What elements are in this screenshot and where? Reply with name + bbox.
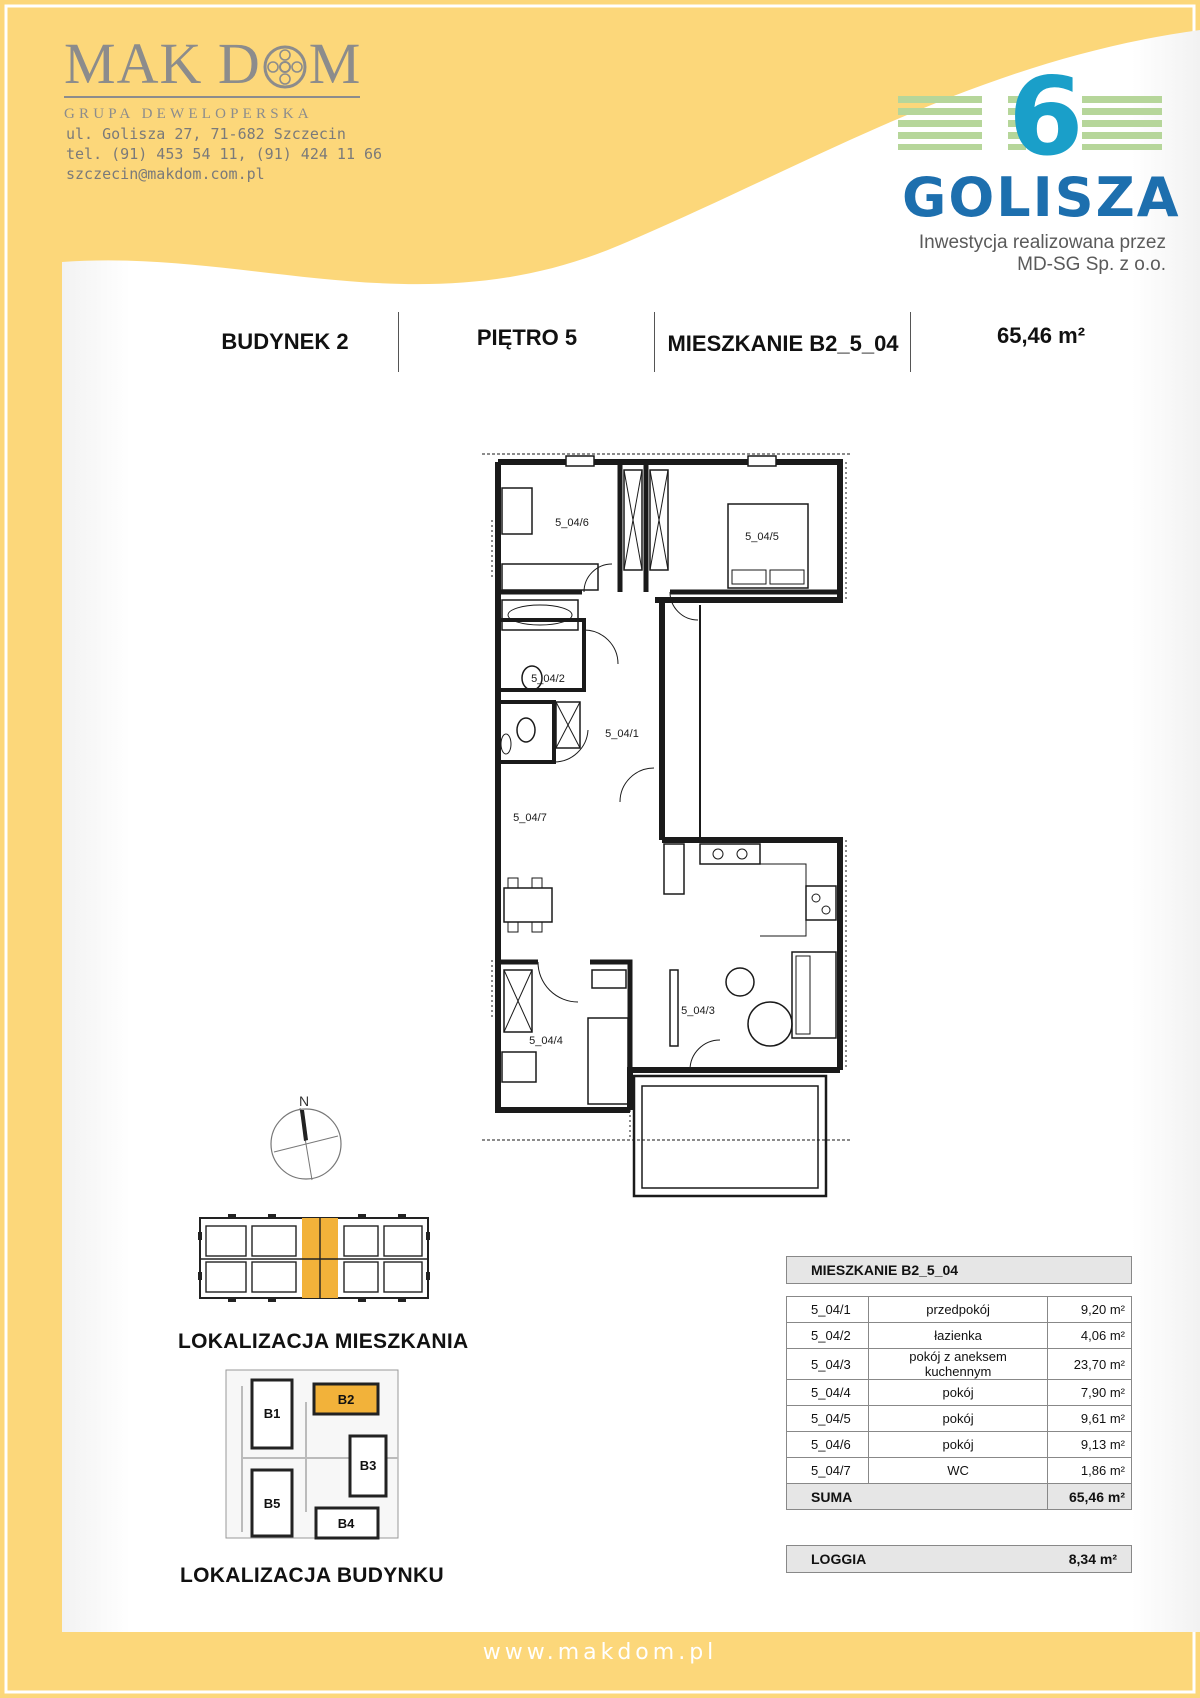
- logo-wordmark: [64, 31, 394, 96]
- header-divider: [910, 312, 911, 372]
- loggia-label: LOGGIA: [811, 1551, 867, 1567]
- room-area: 1,86 m²: [1048, 1458, 1132, 1484]
- room-label-3: 5_04/3: [681, 1005, 715, 1017]
- building-b5-label: B5: [263, 1496, 281, 1511]
- floor-label: PIĘTRO 5: [476, 325, 578, 350]
- room-name: łazienka: [868, 1323, 1047, 1349]
- project-name: GOLISZA: [902, 166, 1181, 229]
- logo-divider: [64, 96, 360, 98]
- room-label-4: 5_04/4: [529, 1035, 563, 1047]
- room-name: pokój z aneksem kuchennym: [868, 1349, 1047, 1380]
- makdom-logo: [64, 31, 394, 123]
- room-label-5: 5_04/5: [745, 531, 779, 543]
- building-b4-label: B4: [337, 1516, 355, 1531]
- investor-line-2: MD-SG Sp. z o.o.: [1017, 254, 1166, 275]
- table-row: [787, 1432, 1132, 1458]
- room-id: 5_04/6: [787, 1432, 869, 1458]
- room-area: 9,61 m²: [1048, 1406, 1132, 1432]
- room-area: 23,70 m²: [1048, 1349, 1132, 1380]
- apartment-location-plan: [198, 1212, 430, 1306]
- area-table-title: MIESZKANIE B2_5_04: [786, 1256, 1132, 1284]
- contact-address: [66, 124, 382, 184]
- room-name: pokój: [868, 1432, 1047, 1458]
- room-id: 5_04/1: [787, 1297, 869, 1323]
- address-street: ul. Golisza 27, 71-682 Szczecin: [66, 125, 346, 143]
- north-compass-icon: [268, 1094, 348, 1182]
- room-area: 9,13 m²: [1048, 1432, 1132, 1458]
- loggia-value: 8,34 m²: [1068, 1551, 1117, 1567]
- compass-north-label: N: [298, 1094, 310, 1109]
- room-label-6: 5_04/6: [555, 517, 589, 529]
- compass-rose-icon: [262, 44, 308, 90]
- room-id: 5_04/2: [787, 1323, 869, 1349]
- sum-value: 65,46 m²: [1048, 1484, 1132, 1510]
- address-email: szczecin@makdom.com.pl: [66, 165, 265, 183]
- building-location-plan: [222, 1362, 404, 1544]
- table-row: [787, 1458, 1132, 1484]
- apartment-label: MIESZKANIE B2_5_04: [667, 331, 899, 356]
- apartment-location-title: LOKALIZACJA MIESZKANIA: [178, 1330, 469, 1353]
- room-name: przedpokój: [868, 1297, 1047, 1323]
- area-table: [786, 1296, 1132, 1510]
- golisza-logo: [896, 56, 1181, 275]
- table-row: [787, 1323, 1132, 1349]
- room-id: 5_04/4: [787, 1380, 869, 1406]
- table-sum-row: [787, 1484, 1132, 1510]
- room-label-2: 5_04/2: [531, 673, 565, 685]
- table-row: [787, 1380, 1132, 1406]
- room-id: 5_04/5: [787, 1406, 869, 1432]
- room-name: pokój: [868, 1380, 1047, 1406]
- room-area: 4,06 m²: [1048, 1323, 1132, 1349]
- golisza-emblem: [896, 56, 1166, 166]
- logo-subtitle: GRUPA DEWELOPERSKA: [64, 106, 313, 122]
- room-label-1: 5_04/1: [605, 728, 639, 740]
- building-b2-label: B2: [337, 1392, 355, 1407]
- building-b1-label: B1: [263, 1406, 281, 1421]
- room-id: 5_04/7: [787, 1458, 869, 1484]
- apartment-area: 65,46 m²: [996, 323, 1086, 348]
- investor-line-1: Inwestycja realizowana przez: [918, 232, 1166, 253]
- loggia-row: [786, 1545, 1132, 1573]
- room-name: pokój: [868, 1406, 1047, 1432]
- room-area: 7,90 m²: [1048, 1380, 1132, 1406]
- floor-plan: [470, 440, 870, 1200]
- project-number: 6: [1008, 56, 1084, 166]
- building-b3-label: B3: [359, 1458, 377, 1473]
- table-row: [787, 1406, 1132, 1432]
- table-row: [787, 1349, 1132, 1380]
- address-phone: tel. (91) 453 54 11, (91) 424 11 66: [66, 145, 383, 163]
- logo-text-left: MAK D: [64, 31, 261, 96]
- website-link[interactable]: www.makdom.pl: [482, 1640, 718, 1665]
- logo-text-right: M: [308, 31, 362, 96]
- room-name: WC: [868, 1458, 1047, 1484]
- header-divider: [398, 312, 399, 372]
- table-row: [787, 1297, 1132, 1323]
- building-label: BUDYNEK 2: [221, 329, 349, 354]
- room-label-7: 5_04/7: [513, 812, 547, 824]
- room-area: 9,20 m²: [1048, 1297, 1132, 1323]
- building-location-title: LOKALIZACJA BUDYNKU: [180, 1564, 444, 1587]
- header-divider: [654, 312, 655, 372]
- room-id: 5_04/3: [787, 1349, 869, 1380]
- sum-label: SUMA: [787, 1484, 1048, 1510]
- investor-line: [876, 232, 1166, 276]
